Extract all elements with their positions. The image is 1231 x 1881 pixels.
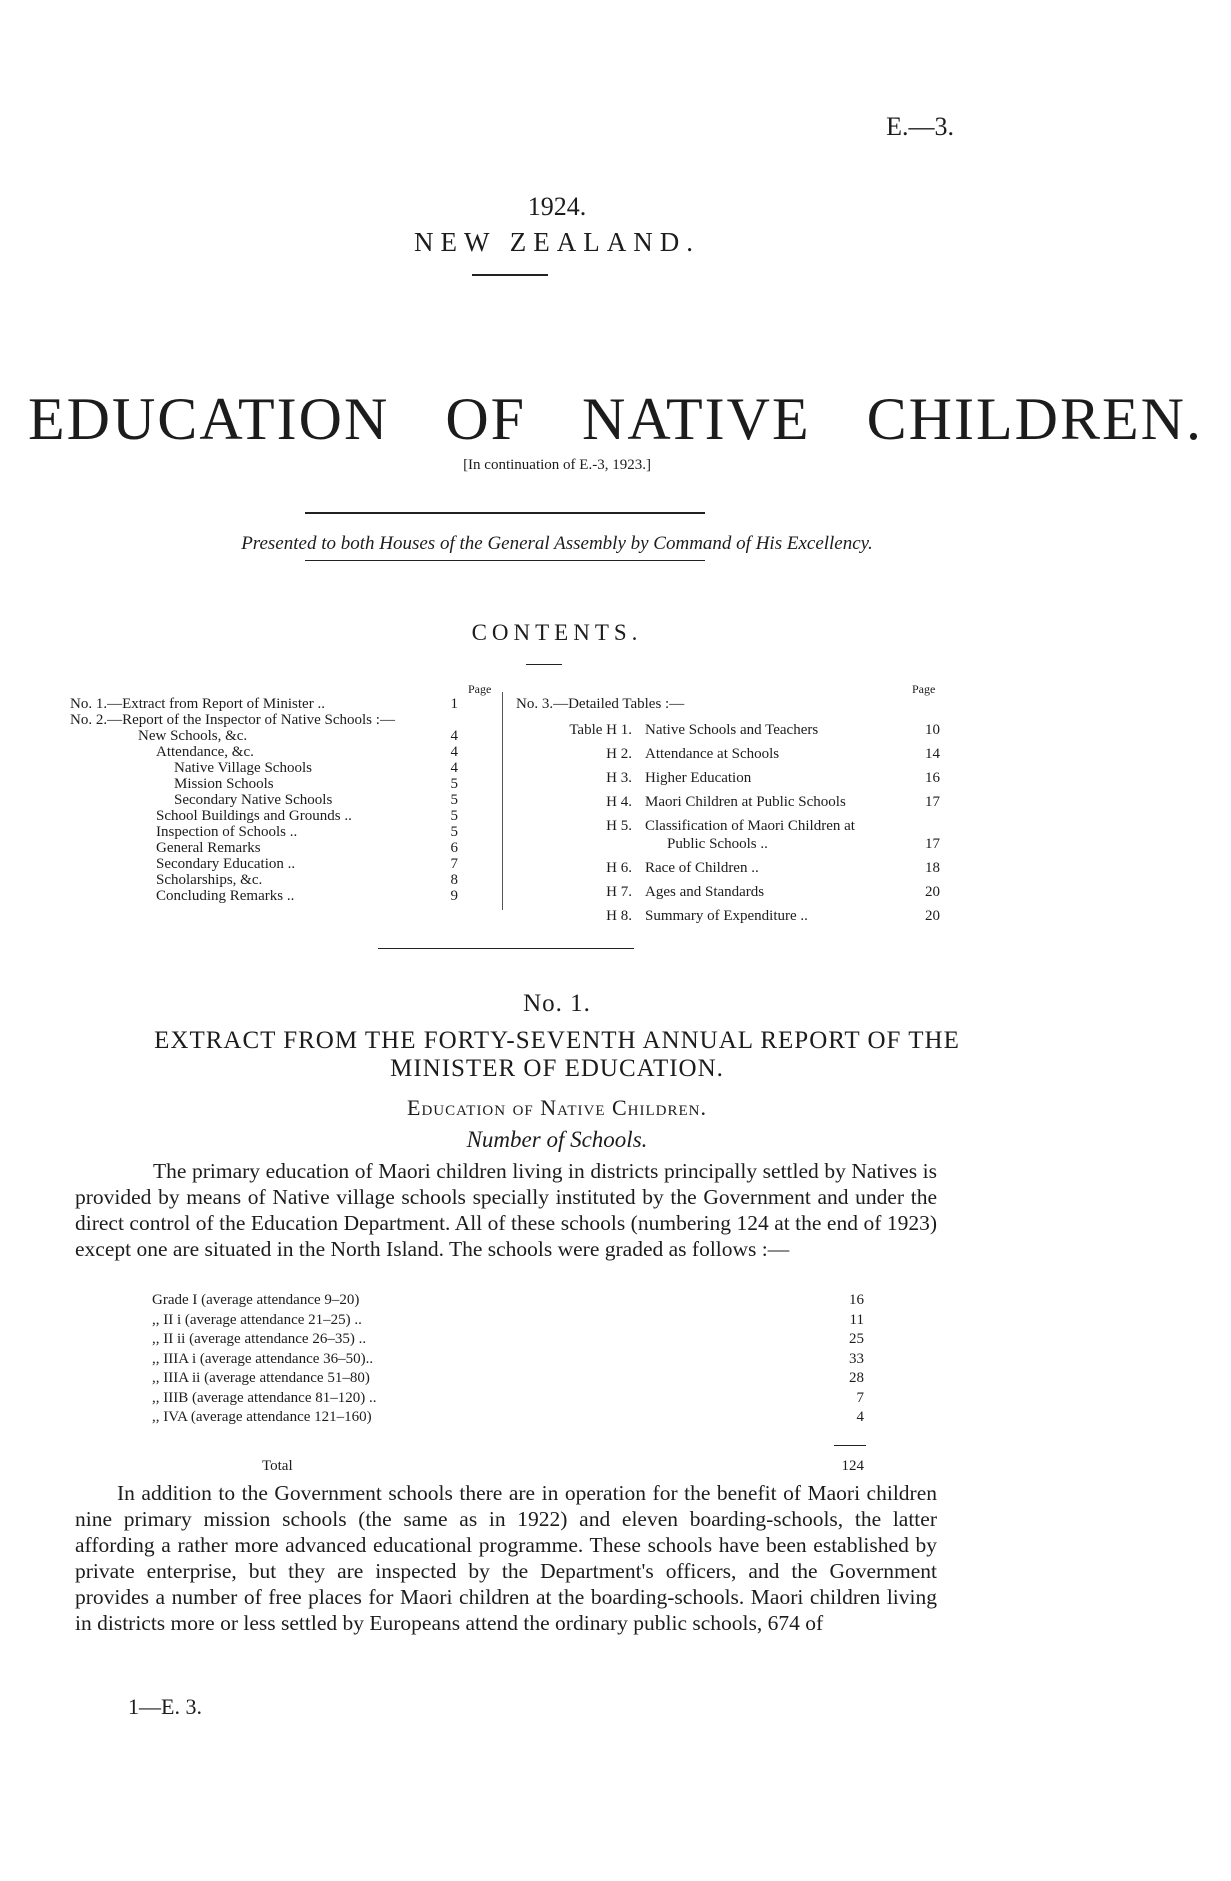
toc-right-page-label: Page (912, 682, 936, 696)
toc-item (70, 792, 458, 808)
toc-label: Mission Schools (174, 776, 274, 792)
toc-page: 5 (450, 792, 458, 808)
document-title (0, 385, 1203, 454)
grade-row (262, 1458, 864, 1478)
paragraph-1: The primary education of Maori children living in districts principally settled by Natives is provided by means of Native village schools specially instituted by the Government and under the direct control of the Education Department. All of these schools (numbering 124 at the end of 1923) except one are situated in the North Island. The schools were graded as follows :— (75, 1159, 937, 1261)
section-rule (378, 948, 634, 949)
toc-page: 5 (450, 808, 458, 824)
presented-line: Presented to both Houses of the General Assembly by Command of His Excellency. (241, 533, 873, 554)
toc-table-code: H 4. (606, 794, 632, 810)
toc-table-item (522, 860, 940, 884)
toc-item (70, 856, 458, 872)
contents-heading: CONTENTS. (471, 620, 643, 645)
grade-label: ,, II ii (average attendance 26–35) .. (152, 1331, 367, 1347)
total-row (262, 1458, 864, 1478)
grade-count: 11 (849, 1311, 864, 1328)
toc-right-heading: No. 3.—Detailed Tables :— (516, 696, 685, 712)
grade-count: 28 (849, 1370, 864, 1386)
grade-count: 16 (849, 1292, 864, 1308)
grade-row (152, 1331, 864, 1351)
section-subheading: Education of Native Children. (407, 1095, 707, 1120)
toc-table-label: Ages and Standards (645, 884, 765, 900)
toc-item (70, 872, 458, 888)
toc-label: Secondary Native Schools (174, 792, 333, 808)
toc-page: 6 (450, 840, 458, 856)
toc-item (70, 696, 458, 712)
toc-table-item (522, 770, 940, 794)
toc-label: General Remarks (156, 840, 261, 856)
toc-table-label: Classification of Maori Children at (645, 818, 855, 834)
report-reference: E.—3. (886, 112, 954, 141)
grade-row (152, 1409, 864, 1429)
toc-table-item (522, 818, 940, 836)
toc-left (70, 696, 458, 904)
toc-page: 8 (450, 872, 458, 888)
title-word: EDUCATION (28, 386, 390, 452)
grade-label: ,, IIIB (average attendance 81–120) .. (152, 1389, 377, 1406)
total-count: 124 (841, 1458, 864, 1474)
toc-label: Native Village Schools (174, 760, 312, 776)
toc-item (70, 744, 458, 760)
toc-page: 4 (450, 760, 458, 776)
grade-label: Grade I (average attendance 9–20) (152, 1292, 360, 1308)
toc-table-item (522, 794, 940, 818)
toc-label: No. 2.—Report of the Inspector of Native Schools :— (70, 712, 395, 728)
toc-table-item (522, 908, 940, 932)
toc-page: 5 (450, 776, 458, 792)
toc-table-code: H 6. (606, 860, 632, 876)
page-footer: 1—E. 3. (128, 1694, 202, 1719)
grade-count: 4 (856, 1409, 864, 1425)
total-rule (834, 1445, 866, 1446)
toc-page: 17 (925, 836, 940, 852)
section-subsubheading: Number of Schools. (466, 1127, 648, 1152)
toc-page: 9 (450, 888, 458, 904)
grade-label: ,, IVA (average attendance 121–160) (152, 1409, 372, 1425)
toc-label: New Schools, &c. (138, 728, 248, 744)
toc-item (70, 888, 458, 904)
toc-page: 20 (925, 884, 940, 900)
title-word: CHILDREN. (866, 386, 1203, 452)
toc-table-item (522, 884, 940, 908)
toc-label: School Buildings and Grounds .. (156, 808, 352, 824)
toc-table-code: H 2. (606, 746, 632, 762)
toc-table-code: Table H 1. (569, 722, 632, 738)
title-word: OF (445, 386, 527, 452)
toc-page: 20 (925, 908, 940, 924)
toc-item (70, 808, 458, 824)
toc-table-code: H 8. (606, 908, 632, 924)
year: 1924. (527, 192, 587, 221)
toc-item (70, 776, 458, 792)
section-title-line: EXTRACT FROM THE FORTY-SEVENTH ANNUAL REPORT OF THE (154, 1027, 960, 1054)
grade-count: 33 (849, 1350, 864, 1367)
grade-row (152, 1312, 864, 1332)
section-title-line: MINISTER OF EDUCATION. (390, 1055, 724, 1082)
toc-table-label: Public Schools .. (667, 836, 768, 852)
toc-table-code: H 7. (606, 884, 632, 900)
country: NEW ZEALAND. (414, 227, 700, 257)
title-word: NATIVE (582, 386, 811, 452)
toc-table-label: Race of Children .. (645, 860, 759, 876)
toc-item (70, 728, 458, 744)
paragraph-2: In addition to the Government schools there are in operation for the benefit of Maori children nine primary mission schools (the same as in 1922) and eleven boarding-schools, the latter affording a rather more advanced educational programme. These schools have been established by private enterprise, but they are inspected by the Department's officers, and the Government provides a number of free places for Maori children at the boarding-schools. Maori children living in districts more or less settled by Europeans attend the ordinary public schools, 674 of (75, 1481, 937, 1635)
toc-item (70, 840, 458, 856)
toc-table-label: Higher Education (645, 770, 752, 786)
toc-label: No. 1.—Extract from Report of Minister .. (70, 696, 325, 712)
toc-label: Secondary Education .. (156, 856, 296, 872)
grade-row (152, 1390, 864, 1410)
contents-rule (526, 664, 562, 665)
toc-item (70, 760, 458, 776)
toc-table-item (522, 722, 940, 746)
section-number: No. 1. (523, 990, 591, 1017)
toc-item (70, 824, 458, 840)
toc-page: 4 (450, 728, 458, 744)
grade-label: ,, IIIA i (average attendance 36–50).. (152, 1350, 374, 1367)
grades-table (152, 1292, 864, 1429)
toc-label: Concluding Remarks .. (156, 888, 295, 904)
header-rule (472, 274, 548, 276)
grade-row (152, 1370, 864, 1390)
toc-page: 7 (450, 856, 458, 872)
grade-label: ,, II i (average attendance 21–25) .. (152, 1311, 362, 1328)
section-title (0, 1027, 1114, 1083)
presented-rule-bottom (305, 560, 705, 561)
toc-table-code: H 3. (606, 770, 632, 786)
toc-table-label: Attendance at Schools (645, 746, 780, 762)
toc-page: 5 (450, 824, 458, 840)
toc-page: 17 (925, 794, 940, 810)
toc-page: 18 (925, 860, 940, 876)
total-label: Total (262, 1458, 293, 1474)
grade-row (152, 1292, 864, 1312)
toc-table-item (522, 836, 940, 860)
toc-table-label: Summary of Expenditure .. (645, 908, 808, 924)
toc-page: 10 (925, 722, 940, 738)
toc-page: 1 (450, 696, 458, 712)
toc-page: 4 (450, 744, 458, 760)
grade-count: 7 (856, 1389, 864, 1406)
toc-divider (502, 692, 503, 910)
continuation-note: [In continuation of E.-3, 1923.] (463, 457, 651, 473)
toc-label: Attendance, &c. (156, 744, 254, 760)
toc-item (70, 712, 458, 728)
toc-left-page-label: Page (468, 682, 492, 696)
toc-right (522, 722, 940, 932)
toc-page: 16 (925, 770, 940, 786)
toc-page: 14 (925, 746, 940, 762)
grade-row (152, 1351, 864, 1371)
toc-table-label: Maori Children at Public Schools (645, 794, 846, 810)
toc-table-label: Native Schools and Teachers (645, 722, 819, 738)
toc-table-item (522, 746, 940, 770)
grade-count: 25 (849, 1331, 864, 1347)
grade-label: ,, IIIA ii (average attendance 51–80) (152, 1370, 370, 1386)
presented-rule-top (305, 512, 705, 514)
toc-label: Scholarships, &c. (156, 872, 263, 888)
toc-table-code: H 5. (606, 818, 632, 834)
toc-label: Inspection of Schools .. (156, 824, 298, 840)
